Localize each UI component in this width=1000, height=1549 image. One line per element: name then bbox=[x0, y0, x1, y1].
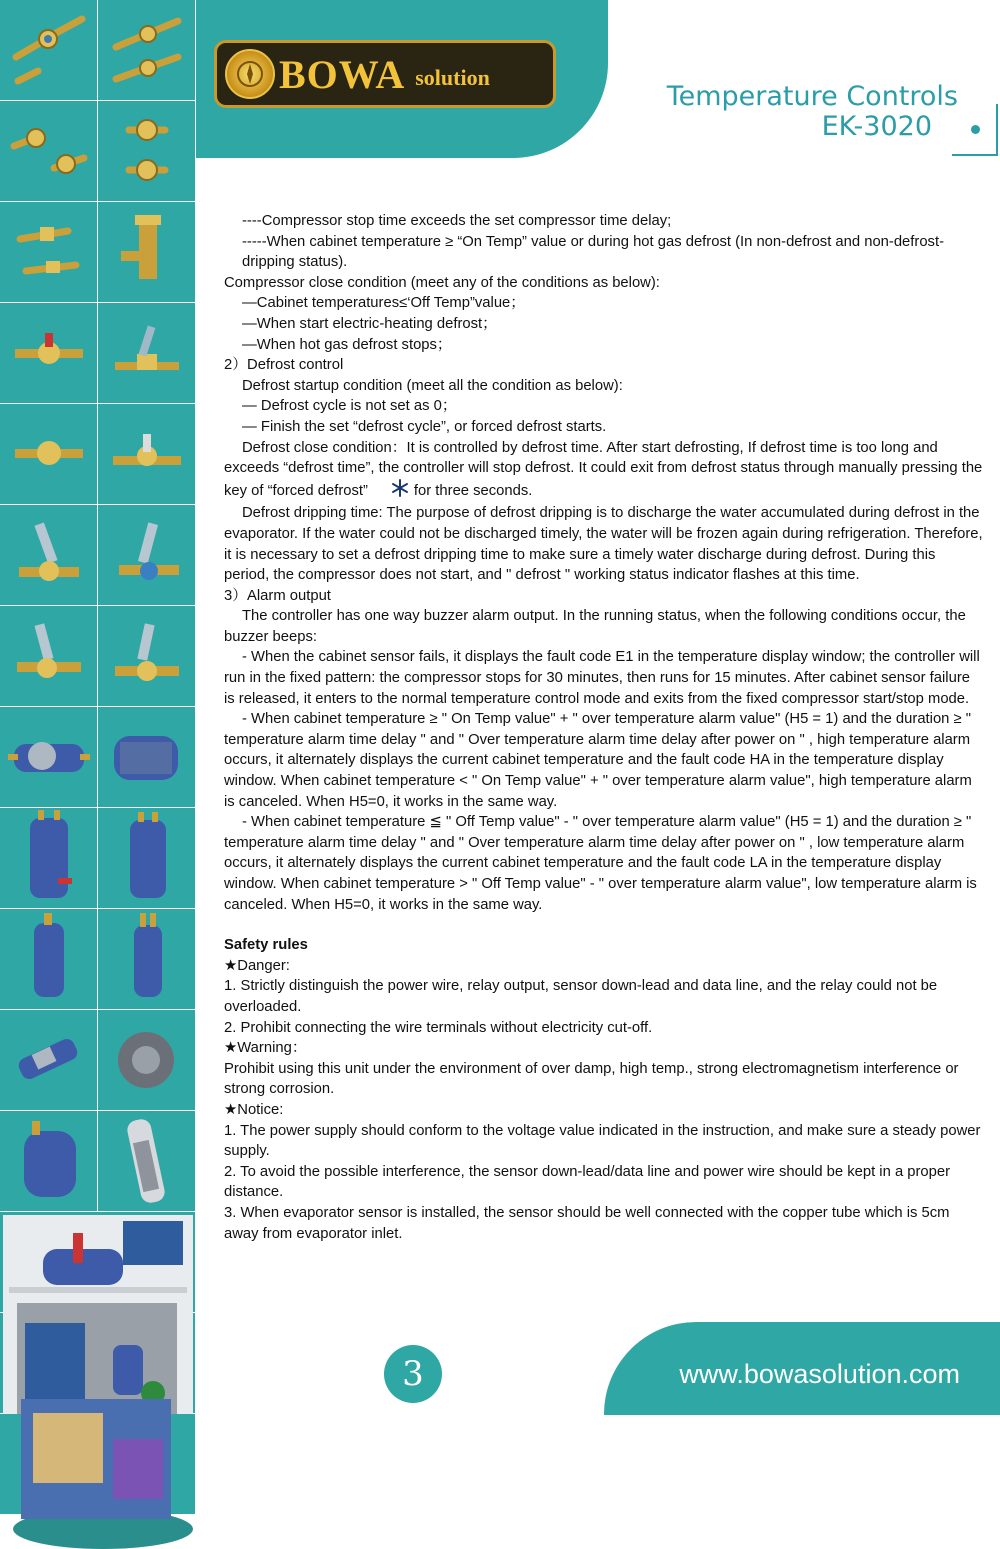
snowflake-icon bbox=[372, 479, 410, 504]
body-paragraph: - When cabinet temperature ≦ " Off Temp value" - " over temperature alarm value" (H5 = 1) and the duration ≥ " temperature alarm time delay " and " Over temperature alarm time delay after power on " , low temperature alarm occurs, it alternately displays the current cabinet temperature and the fault code LA in the temperature display window. When cabinet temperature > " Off Temp value" - " over temperature alarm value", low temperature alarm is canceled. When H5=0, it works in the same way. bbox=[224, 814, 977, 913]
notice-label: ★Notice: bbox=[224, 1101, 284, 1118]
body-paragraph: — Finish the set “defrost cycle”, or forced defrost starts. bbox=[242, 418, 607, 435]
product-image-receiver-2 bbox=[98, 808, 196, 909]
warning-label: ★Warning： bbox=[224, 1040, 307, 1057]
model-line: EK-3020 bbox=[821, 111, 932, 142]
body-paragraph: ----Compressor stop time exceeds the set compressor time delay; bbox=[242, 213, 672, 229]
defrost-close-text: Defrost close condition：It is controlled by defrost time. After start defrosting, If defrost time is too long and exceeds “defrost time”, the controller will stop defrost. It could exit from defrost status through manually pressing the key of “forced defrost” bbox=[224, 439, 983, 499]
product-image-sight-glass-4 bbox=[98, 101, 196, 202]
section-heading: 2）Defrost control bbox=[224, 357, 344, 374]
notice-item: 3. When evaporator sensor is installed, the sensor should be well connected with the copper tube which is 5cm away from evaporator inlet. bbox=[224, 1204, 950, 1242]
brand-logo bbox=[214, 40, 556, 108]
product-image-condenser bbox=[0, 1111, 98, 1212]
product-image-expansion-valve bbox=[0, 606, 98, 707]
logo-tagline: solution bbox=[415, 65, 490, 90]
defrost-close-text-end: for three seconds. bbox=[413, 482, 533, 499]
product-image-sight-glass-3 bbox=[0, 101, 98, 202]
product-image-sight-glass bbox=[0, 0, 98, 101]
danger-item: 1. Strictly distinguish the power wire, relay output, sensor down-lead and data line, and the relay could not be overloaded. bbox=[224, 978, 938, 1015]
body-paragraph: —When hot gas defrost stops； bbox=[242, 336, 452, 353]
section-gap bbox=[224, 915, 984, 935]
body-paragraph: - When cabinet temperature ≥ " On Temp value" + " over temperature alarm value" (H5 = 1) and the duration ≥ " temperature alarm time delay " and " Over temperature alarm time delay after power on " , high temperature alarm occurs, it alternately displays the current cabinet temperature and the fault code HA in the temperature display window. When cabinet temperature < " On Temp value" + " over temperature alarm value", high temperature alarm is canceled. When H5=0, it works in the same way. bbox=[224, 711, 972, 810]
body-paragraph: The controller has one way buzzer alarm output. In the running status, when the following conditions occur, the buzzer beeps: bbox=[224, 608, 966, 645]
product-image-evaporator-tube bbox=[98, 1111, 196, 1212]
title-rule-vertical bbox=[996, 104, 998, 156]
page-number: 3 bbox=[384, 1345, 442, 1403]
logo-emblem-icon bbox=[225, 49, 275, 99]
notice-item: 1. The power supply should conform to the voltage value indicated in the instruction, and make sure a steady power supply. bbox=[224, 1122, 981, 1160]
manual-content bbox=[224, 211, 984, 1244]
body-paragraph: - When the cabinet sensor fails, it displays the fault code E1 in the temperature display window; the controller will run in the fixed pattern: the compressor stops for 30 minutes, then runs for 15 minutes. After cabinet sensor failure is released, it enters to the normal temperature control mode and exits from the fixed compressor start/stop mode. bbox=[224, 649, 980, 707]
danger-label: ★Danger: bbox=[224, 957, 290, 974]
document-title bbox=[667, 82, 958, 142]
section-heading: 3）Alarm output bbox=[224, 587, 331, 604]
product-image-fitting bbox=[0, 202, 98, 303]
product-image-container-unit bbox=[0, 1414, 196, 1515]
safety-rules-heading: Safety rules bbox=[224, 937, 308, 954]
product-image-receiver bbox=[0, 808, 98, 909]
body-paragraph: -----When cabinet temperature ≥ “On Temp” value or during hot gas defrost (In non-defrost and non-defrost-dripping status). bbox=[242, 233, 944, 271]
logo-wordmark: BOWA bbox=[279, 51, 406, 97]
warning-item: Prohibit using this unit under the environment of over damp, high temp., strong electromagnetism interference or strong corrosion. bbox=[224, 1060, 959, 1098]
product-image-ball-valve bbox=[0, 303, 98, 404]
body-paragraph: Compressor close condition (meet any of the conditions as below): bbox=[224, 274, 660, 291]
product-image-accumulator bbox=[98, 707, 196, 808]
website-link[interactable]: www.bowasolution.com bbox=[679, 1359, 960, 1389]
product-image-check-valve bbox=[0, 404, 98, 505]
body-paragraph: Defrost startup condition (meet all the condition as below): bbox=[242, 377, 623, 394]
title-rule-horizontal bbox=[952, 154, 998, 156]
danger-item: 2. Prohibit connecting the wire terminals without electricity cut-off. bbox=[224, 1019, 653, 1036]
product-image-heat-exchanger bbox=[0, 1010, 98, 1111]
product-image-angle-valve bbox=[98, 202, 196, 303]
product-image-valve-set-2 bbox=[98, 505, 196, 606]
product-image-fan bbox=[98, 1010, 196, 1111]
product-image-expansion-valve-2 bbox=[98, 606, 196, 707]
product-image-solenoid-valve bbox=[98, 303, 196, 404]
body-paragraph: —Cabinet temperatures≤‘Off Temp”value； bbox=[242, 295, 526, 312]
notice-item: 2. To avoid the possible interference, the sensor down-lead/data line and power wire should be kept in a proper distance. bbox=[224, 1163, 951, 1201]
title-bullet-dot bbox=[971, 125, 980, 134]
body-paragraph bbox=[224, 438, 984, 504]
product-image-filter-drier bbox=[0, 909, 98, 1010]
product-image-sight-glass-2 bbox=[98, 0, 196, 101]
product-image-valve-set-1 bbox=[0, 505, 98, 606]
body-paragraph: —When start electric-heating defrost； bbox=[242, 315, 497, 332]
product-image-filter-drier-2 bbox=[98, 909, 196, 1010]
product-image-oil-separator bbox=[0, 707, 98, 808]
product-sidebar bbox=[0, 0, 196, 1415]
title-line: Temperature Controls bbox=[666, 81, 958, 112]
body-paragraph: Defrost dripping time: The purpose of defrost dripping is to discharge the water accumulated during defrost in the evaporator. If the water could not be discharged timely, the water will be frozen again during refrigeration. Therefore, it is necessary to set a defrost dripping time to make sure a timely water discharge during defrost. During this period, the compressor does not start, and " defrost " working status indicator flashes at this time. bbox=[224, 505, 983, 584]
body-paragraph: — Defrost cycle is not set as 0； bbox=[242, 398, 457, 415]
product-image-stop-valve bbox=[98, 404, 196, 505]
